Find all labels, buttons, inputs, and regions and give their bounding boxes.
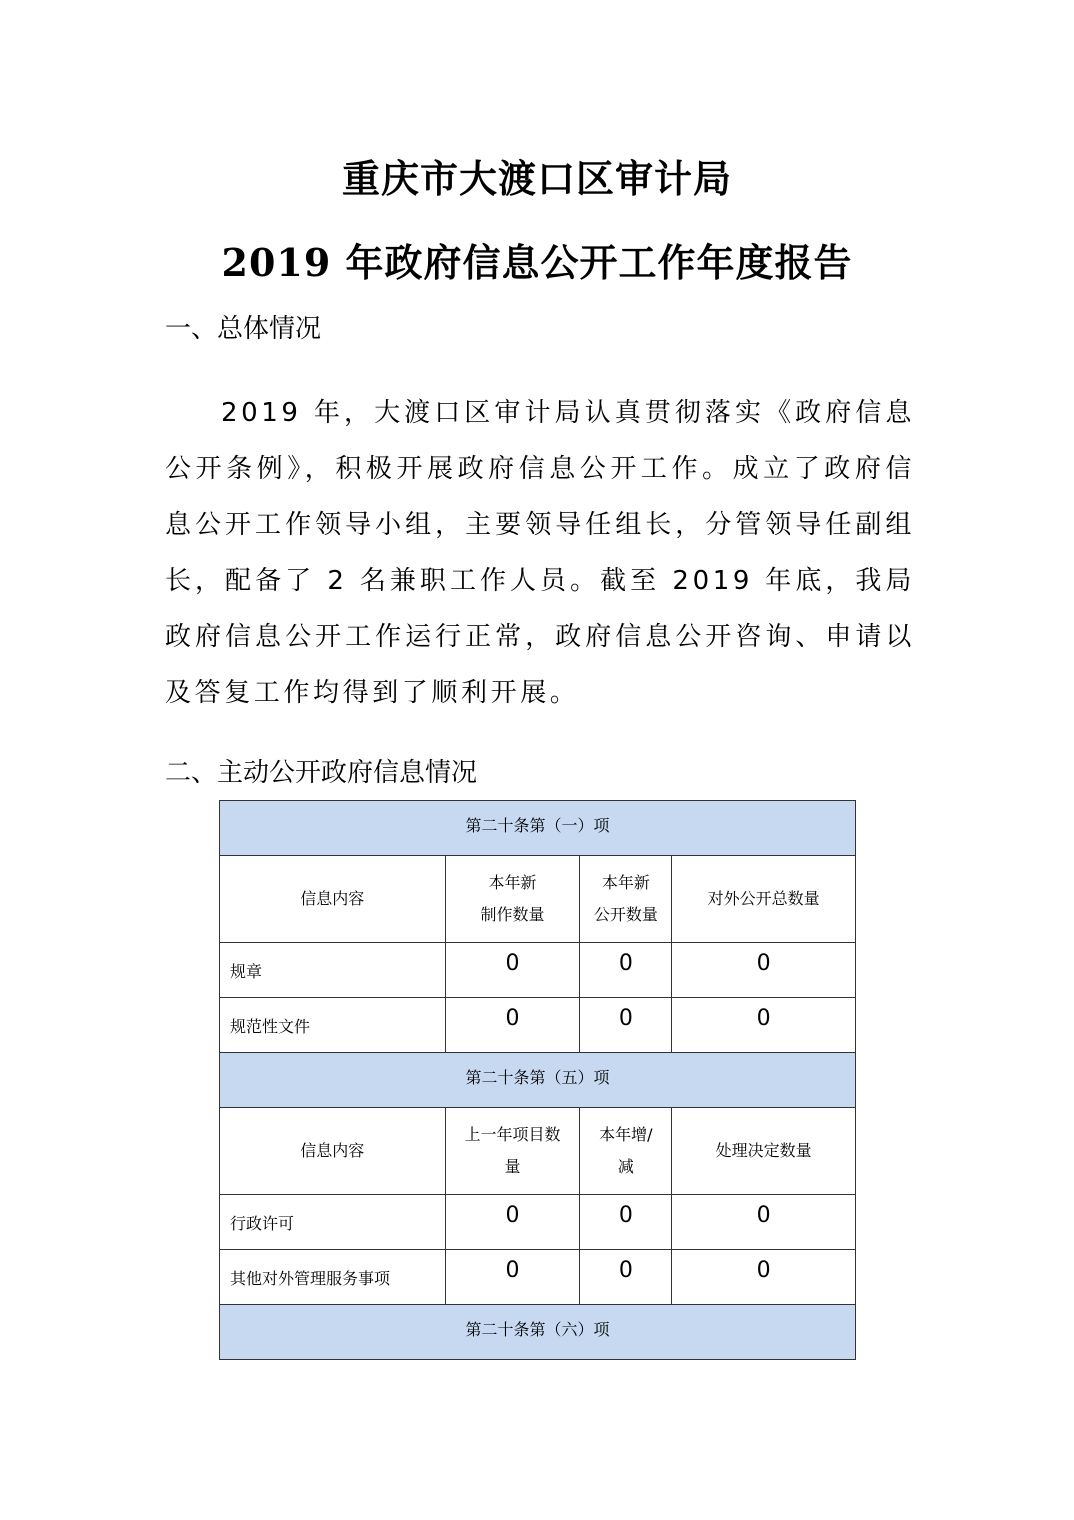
section-a-column-headers — [220, 856, 856, 943]
table-row — [220, 943, 856, 998]
header-text: 本年新 — [601, 873, 650, 892]
header-text: 上一年项目数 — [464, 1125, 561, 1144]
row-label: 行政许可 — [220, 1195, 446, 1250]
section-b-title — [220, 1053, 856, 1108]
section-b-title-text: 第二十条第（五）项 — [465, 1068, 610, 1087]
report-title-line2: 2019 年政府信息公开工作年度报告 — [221, 240, 853, 285]
value: 0 — [618, 1203, 633, 1228]
cell-value — [445, 1250, 580, 1305]
section-a-title-text: 第二十条第（一）项 — [465, 816, 610, 835]
report-title-line1: 重庆市大渡口区审计局 — [341, 156, 732, 201]
section-c-title-text: 第二十条第（六）项 — [465, 1320, 610, 1339]
cell-value — [580, 1250, 672, 1305]
disclosure-table — [219, 800, 856, 1360]
table-row — [220, 998, 856, 1053]
section1-paragraph: 2019 年，大渡口区审计局认真贯彻落实《政府信息公开条例》，积极开展政府信息公开工作。成立了政府信息公开工作领导小组，主要领导任组长，分管领导任副组长，配备了 2 名兼职工作人员。截至 2019 年底，我局政府信息公开工作运行正常，政府信息公开咨询、申请以及答复工作均得到了顺利开展。 — [165, 398, 915, 708]
cell-value — [672, 998, 856, 1053]
value: 0 — [756, 1203, 771, 1228]
section1-heading: 一、总体情况 — [165, 314, 322, 344]
section2-heading: 二、主动公开政府信息情况 — [165, 758, 478, 788]
value: 0 — [505, 1006, 520, 1031]
section-b-header-row — [220, 1053, 856, 1108]
row-label: 其他对外管理服务事项 — [220, 1250, 446, 1305]
table-row — [220, 1250, 856, 1305]
section-c-header-row — [220, 1305, 856, 1360]
header-text: 制作数量 — [480, 905, 545, 924]
cell-value — [445, 998, 580, 1053]
section-a-title — [220, 801, 856, 856]
header-text: 公开数量 — [593, 905, 658, 924]
cell-value — [445, 943, 580, 998]
value: 0 — [505, 1203, 520, 1228]
cell-value — [445, 1195, 580, 1250]
row-label: 规范性文件 — [220, 998, 446, 1053]
value: 0 — [618, 1006, 633, 1031]
section-a-header-row — [220, 801, 856, 856]
table-row — [220, 1195, 856, 1250]
cell-value — [580, 998, 672, 1053]
section-b-column-headers — [220, 1108, 856, 1195]
value: 0 — [505, 951, 520, 976]
col-header-new-public — [580, 856, 672, 943]
cell-value — [672, 943, 856, 998]
header-text: 本年增/ — [599, 1125, 653, 1144]
col-header-prev-year — [445, 1108, 580, 1195]
value: 0 — [618, 951, 633, 976]
value: 0 — [618, 1258, 633, 1283]
header-text: 减 — [617, 1157, 634, 1176]
row-label: 规章 — [220, 943, 446, 998]
header-text: 量 — [504, 1157, 521, 1176]
col-header-total: 对外公开总数量 — [672, 856, 856, 943]
col-header-change — [580, 1108, 672, 1195]
col-header-decisions: 处理决定数量 — [672, 1108, 856, 1195]
value: 0 — [756, 1006, 771, 1031]
value: 0 — [505, 1258, 520, 1283]
cell-value — [672, 1195, 856, 1250]
value: 0 — [756, 1258, 771, 1283]
col-header-new-made — [445, 856, 580, 943]
cell-value — [580, 1195, 672, 1250]
cell-value — [580, 943, 672, 998]
col-header-info: 信息内容 — [220, 856, 446, 943]
section-c-title — [220, 1305, 856, 1360]
col-header-info: 信息内容 — [220, 1108, 446, 1195]
cell-value — [672, 1250, 856, 1305]
value: 0 — [756, 951, 771, 976]
header-text: 本年新 — [488, 873, 537, 892]
